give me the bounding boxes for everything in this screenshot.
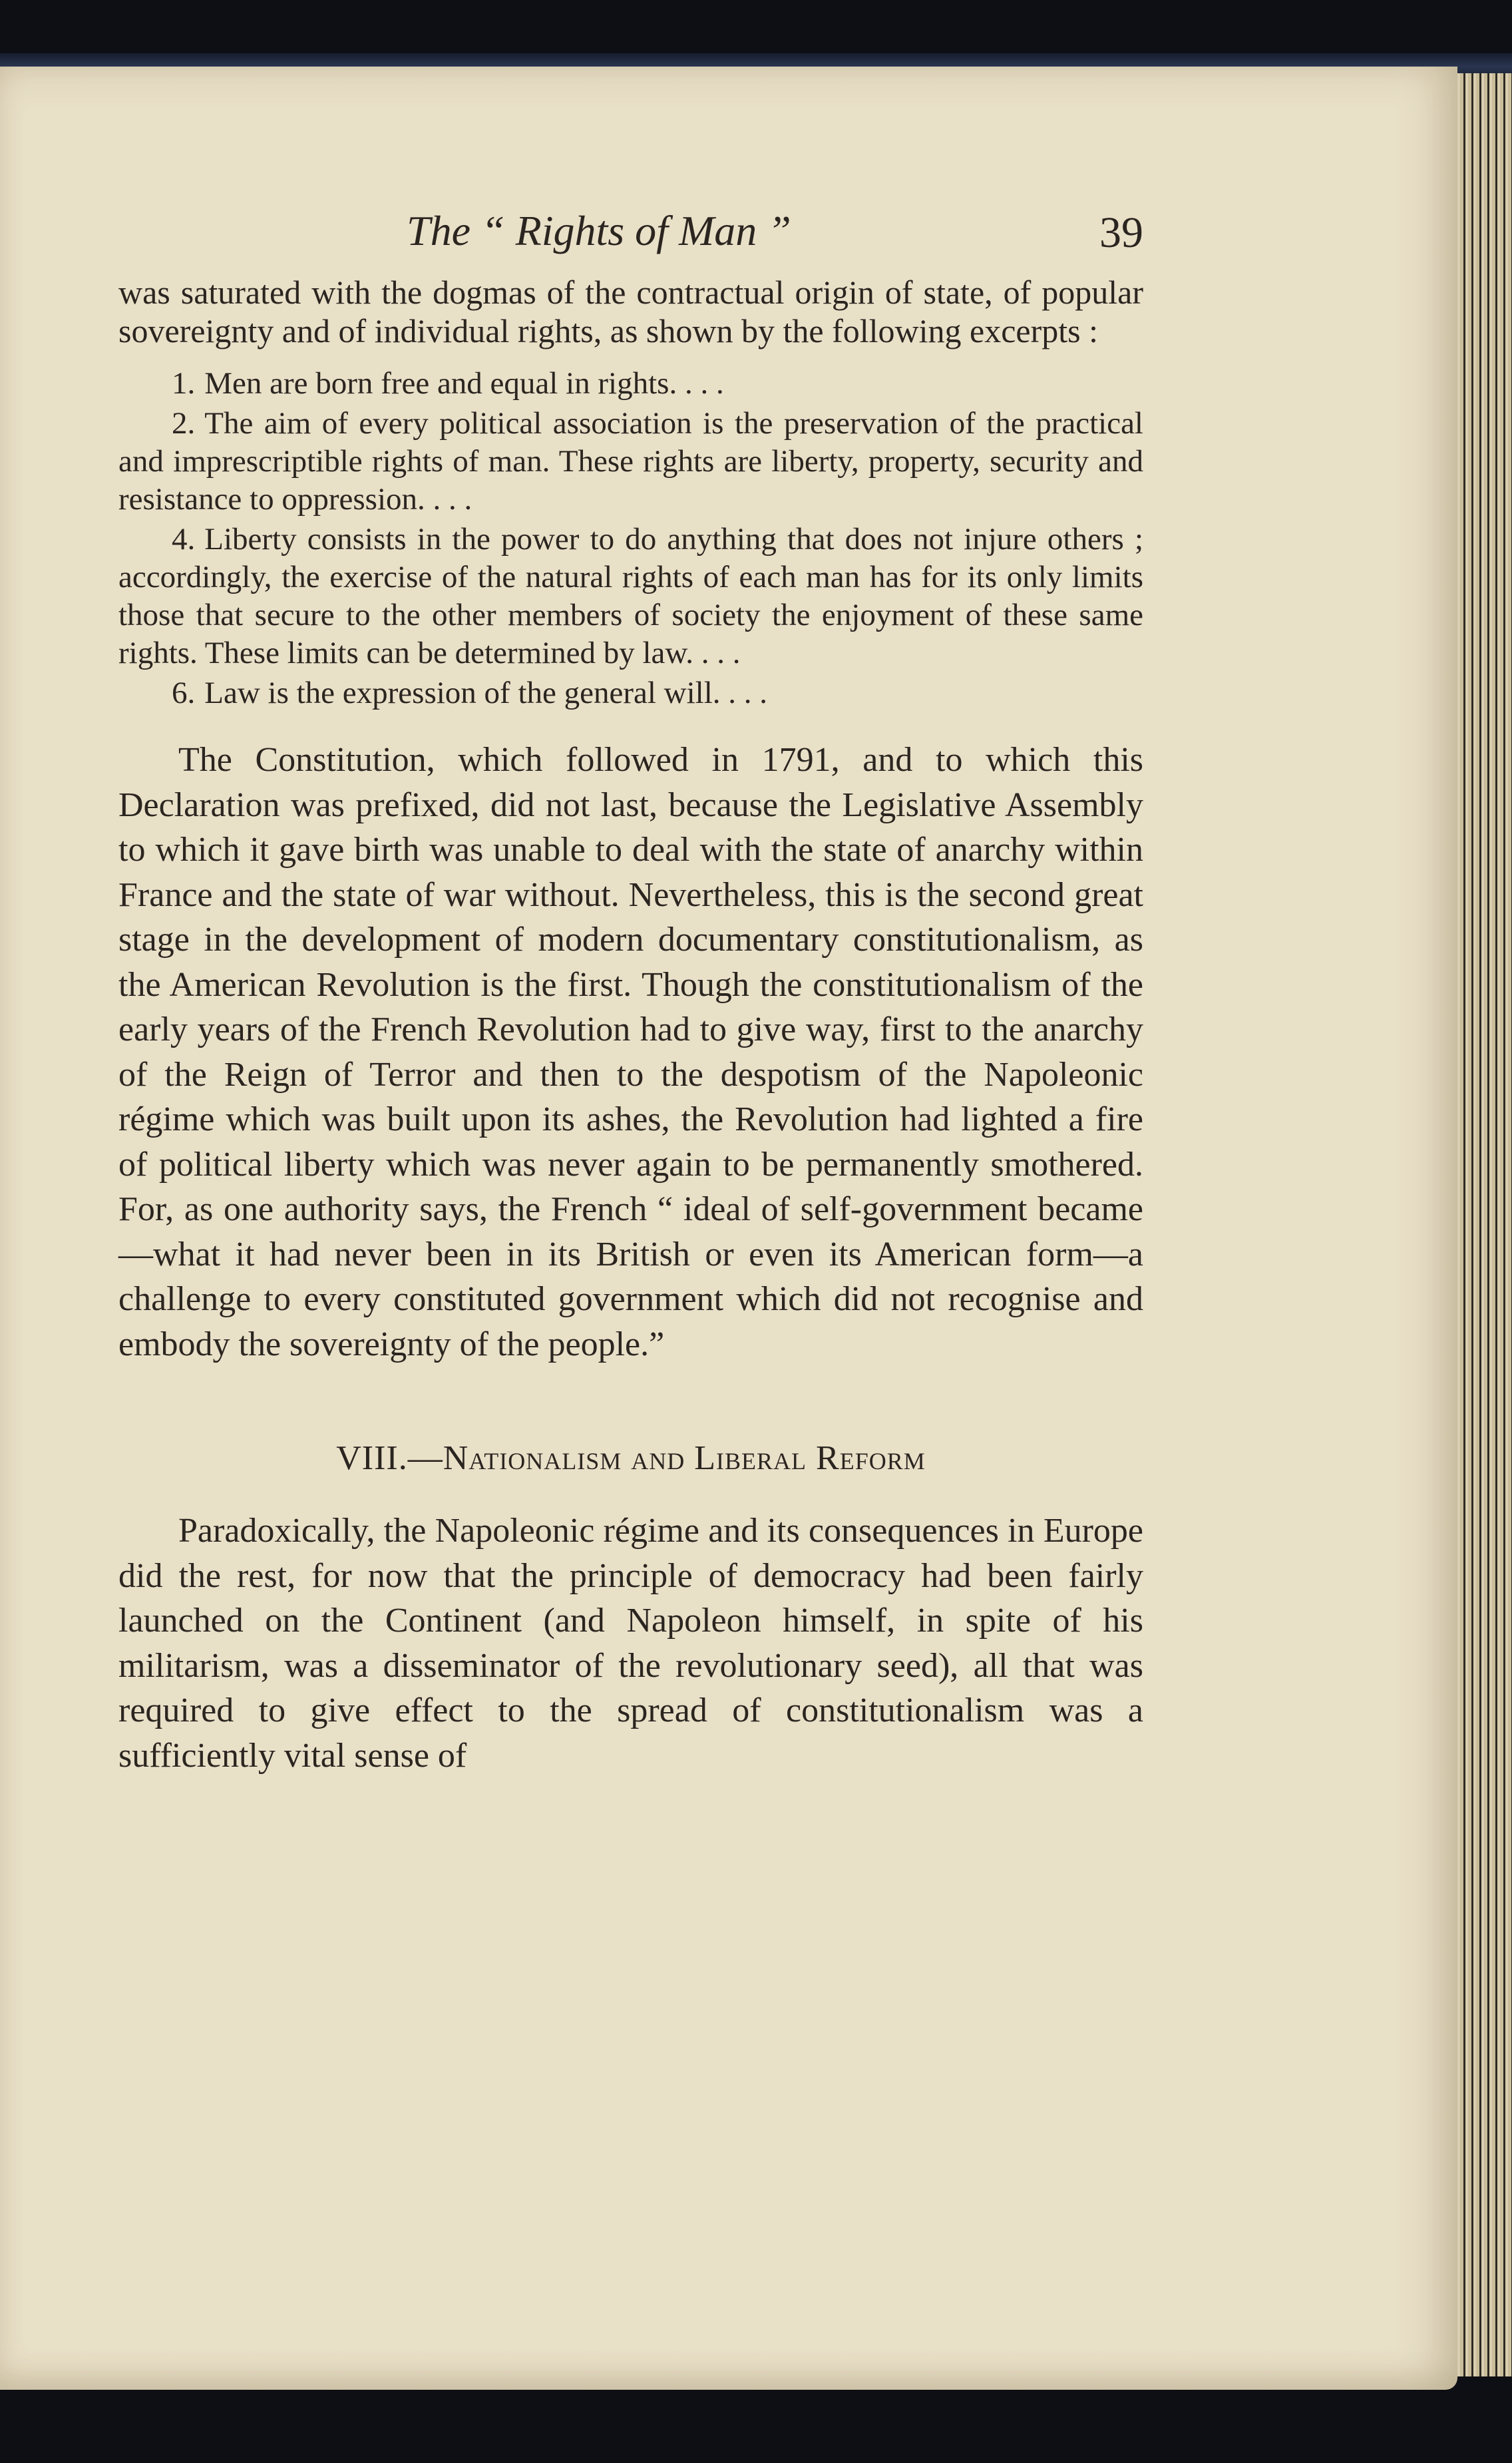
- item-text: The aim of every political association is the preservation of the practical and imprescriptible rights of man. These rights are liberty, property, security and resistance to oppression. . . .: [118, 406, 1143, 517]
- section-heading: VIII.—Nationalism and Liberal Reform: [336, 1439, 926, 1477]
- item-text: Law is the expression of the general will. . . .: [204, 676, 768, 710]
- list-item: [118, 365, 1143, 403]
- item-text: Liberty consists in the power to do anything that does not injure others ; accordingly, the exercise of the natural rights of each man has for its only limits those that secure to the other members of society the enjoyment of these same rights. These limits can be determined by law. . . .: [118, 522, 1143, 670]
- item-number: 4.: [172, 522, 196, 557]
- excerpt-list: [118, 365, 1143, 712]
- item-text: Men are born free and equal in rights. . . .: [204, 366, 724, 401]
- body-paragraph: The Constitution, which followed in 1791, and to which this Declaration was prefixed, did not last, because the Legislative Assembly to which it gave birth was unable to deal with the state of anarchy within France and the state of war without. Nevertheless, this is the second great stage in the development of modern documentary constitutionalism, as the American Revolution is the first. Though the constitutionalism of the early years of the French Revolution had to give way, first to the anarchy of the Reign of Terror and then to the despotism of the Napoleonic régime which was built upon its ashes, the Revolution had lighted a fire of political liberty which was never again to be permanently smothered. For, as one authority says, the French “ ideal of self-government became—what it had never been in its British or even its American form—a challenge to every constituted government which did not recognise and embody the sovereignty of the people.”: [118, 741, 1143, 1363]
- item-number: 2.: [172, 406, 196, 441]
- page-number: 39: [1099, 208, 1143, 257]
- running-head: [118, 200, 1143, 273]
- item-number: 6.: [172, 676, 196, 710]
- list-item: [118, 405, 1143, 519]
- running-title: The “ Rights of Man ”: [407, 207, 791, 254]
- list-item: [118, 674, 1143, 712]
- intro-paragraph: was saturated with the dogmas of the contractual origin of state, of popular sovereignty and of individual rights, as shown by the following excerpts :: [118, 274, 1143, 349]
- item-number: 1.: [172, 366, 196, 401]
- page-text: [118, 200, 1143, 1778]
- list-item: [118, 521, 1143, 672]
- body-paragraph: Paradoxically, the Napoleonic régime and its consequences in Europe did the rest, for now that the principle of democracy had been fairly launched on the Continent (and Napoleon himself, in spite of his militarism, was a disseminator of the revolutionary seed), all that was required to give effect to the spread of constitutionalism was a sufficiently vital sense of: [118, 1512, 1143, 1775]
